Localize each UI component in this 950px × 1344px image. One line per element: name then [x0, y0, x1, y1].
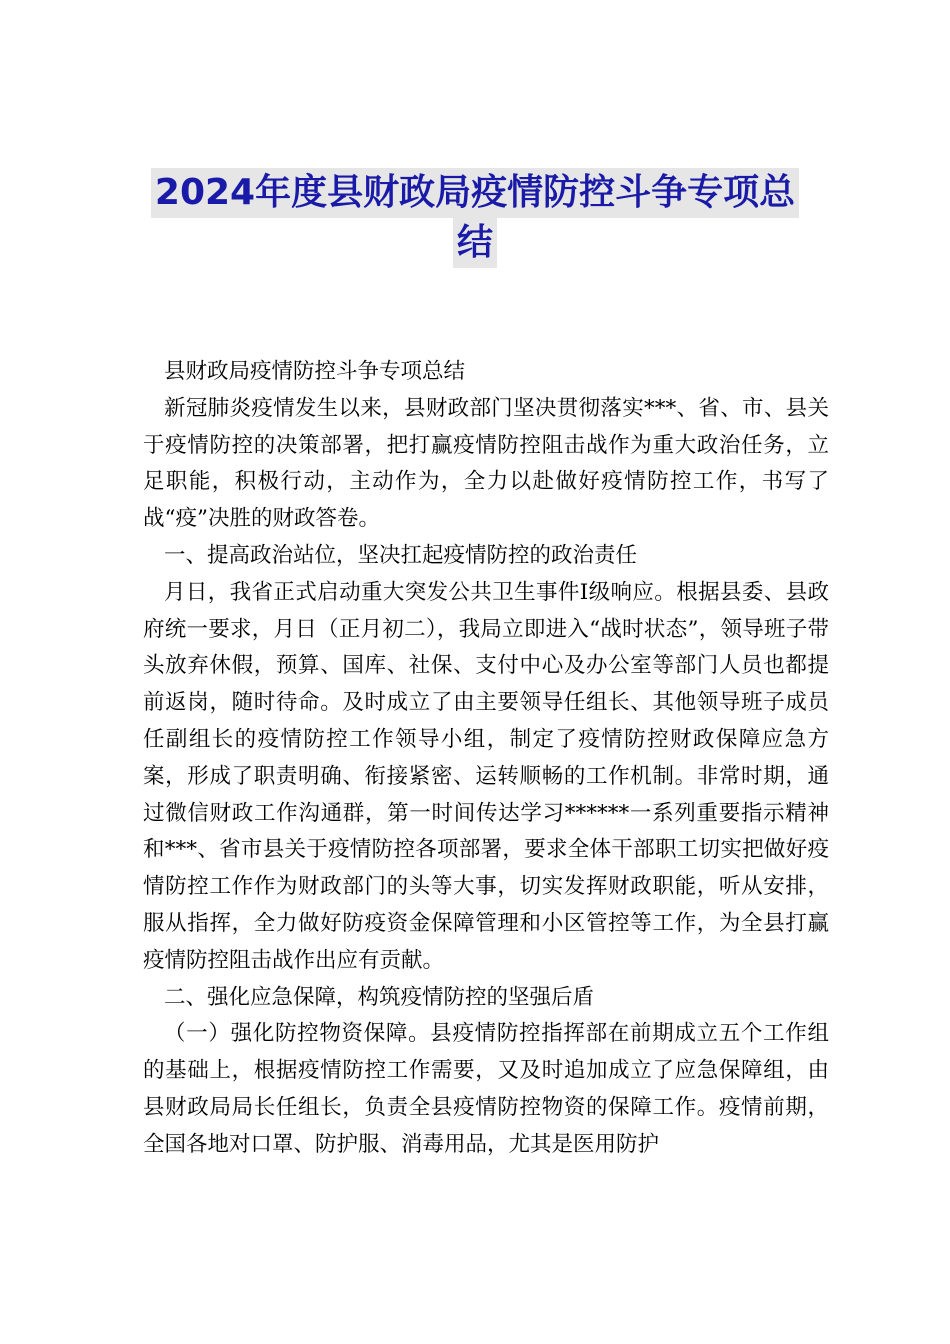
body-paragraph: 月日，我省正式启动重大突发公共卫生事件Ⅰ级响应。根据县委、县政府统一要求，月日（正月初二），我局立即进入“战时状态”，领导班子带头放弃休假，预算、国库、社保、支付中心及办公室等部门人员也都提前返岗，随时待命。及时成立了由主要领导任组长、其他领导班子成员任副组长的疫情防控工作领导小组，制定了疫情防控财政保障应急方案，形成了职责明确、衔接紧密、运转顺畅的工作机制。非常时期，通过微信财政工作沟通群，第一时间传达学习******一系列重要指示精神和***、省市县关于疫情防控各项部署，要求全体干部职工切实把做好疫情防控工作作为财政部门的头等大事，切实发挥财政职能，听从安排，服从指挥，全力做好防疫资金保障管理和小区管控等工作，为全县打赢疫情防控阻击战作出应有贡献。 — [143, 579, 829, 973]
body-subtitle: 县财政局疫情防控斗争专项总结 — [164, 359, 466, 384]
document-title-line-1: 2024年度县财政局疫情防控斗争专项总 — [151, 168, 799, 218]
document-title-line-2: 结 — [453, 218, 497, 268]
body-paragraph: 新冠肺炎疫情发生以来，县财政部门坚决贯彻落实***、省、市、县关于疫情防控的决策部署，把打赢疫情防控阻击战作为重大政治任务，立足职能，积极行动，主动作为，全力以赴做好疫情防控工作，书写了战“疫”决胜的财政答卷。 — [143, 395, 829, 532]
body-paragraph: （一）强化防控物资保障。县疫情防控指挥部在前期成立五个工作组的基础上，根据疫情防控工作需要，又及时追加成立了应急保障组，由县财政局局长任组长，负责全县疫情防控物资的保障工作。疫情前期，全国各地对口罩、防护服、消毒用品，尤其是医用防护 — [143, 1021, 829, 1157]
document-body — [143, 354, 829, 1164]
section-heading-2: 二、强化应急保障，构筑疫情防控的坚强后盾 — [164, 984, 595, 1010]
section-heading-1: 一、提高政治站位，坚决扛起疫情防控的政治责任 — [164, 542, 638, 568]
document-title — [140, 168, 810, 268]
